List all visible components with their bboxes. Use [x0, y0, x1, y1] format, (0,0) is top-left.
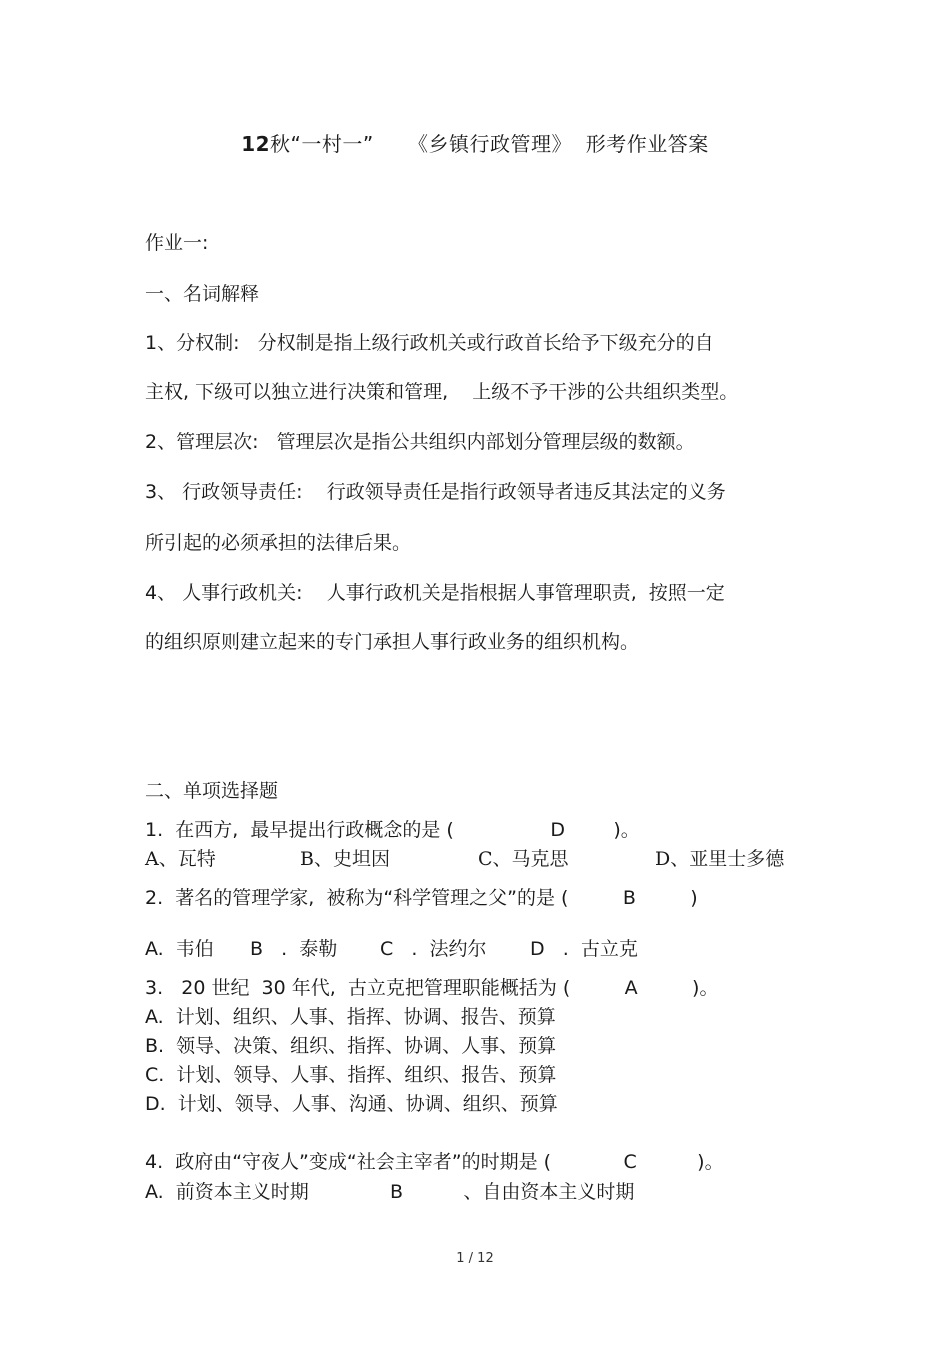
definition-line: 1、分权制: 分权制是指上级行政机关或行政首长给予下级充分的自: [145, 332, 714, 354]
q3-option-d: D. 计划、领导、人事、沟通、协调、组织、预算: [145, 1093, 558, 1115]
definition-line: 的组织原则建立起来的专门承担人事行政业务的组织机构。: [145, 631, 640, 653]
definition-line: 主权, 下级可以独立进行决策和管理, 上级不予干涉的公共组织类型。: [145, 381, 739, 403]
question-4: 4. 政府由“守夜人”变成“社会主宰者”的时期是 ( C )。: [145, 1151, 724, 1173]
definition-line: 所引起的必须承担的法律后果。: [145, 532, 412, 554]
definition-line: 2、管理层次: 管理层次是指公共组织内部划分管理层级的数额。: [145, 431, 695, 453]
title-text: 秋“一村一” 《乡镇行政管理》 形考作业答案: [270, 132, 709, 156]
q2-option-c: C . 法约尔: [380, 938, 487, 960]
part2-heading: 二、单项选择题: [145, 780, 279, 802]
q4-option-a: A. 前资本主义时期: [145, 1181, 309, 1203]
question-2: 2. 著名的管理学家, 被称为“科学管理之父”的是 ( B ): [145, 887, 698, 909]
page-number: 1 / 12: [456, 1251, 494, 1266]
q1-option-d: D、亚里士多德: [655, 848, 785, 870]
question-1: 1. 在西方, 最早提出行政概念的是 ( D )。: [145, 819, 640, 841]
part1-heading: 一、名词解释: [145, 283, 260, 305]
q3-option-a: A. 计划、组织、人事、指挥、协调、报告、预算: [145, 1006, 556, 1028]
q1-option-a: A、瓦特: [145, 848, 216, 870]
definition-line: 4、 人事行政机关: 人事行政机关是指根据人事管理职责, 按照一定: [145, 582, 725, 604]
section-label: 作业一:: [145, 232, 209, 254]
question-3: 3. 20 世纪 30 年代, 古立克把管理职能概括为 ( A )。: [145, 977, 719, 999]
q1-option-c: C、马克思: [478, 848, 569, 870]
q2-option-b: B . 泰勒: [250, 938, 338, 960]
page-title: [0, 128, 950, 157]
q2-option-d: D . 古立克: [530, 938, 638, 960]
q2-option-a: A. 韦伯: [145, 938, 214, 960]
q3-option-b: B. 领导、决策、组织、指挥、协调、人事、预算: [145, 1035, 557, 1057]
q1-option-b: B、史坦因: [300, 848, 390, 870]
q3-option-c: C. 计划、领导、人事、指挥、组织、报告、预算: [145, 1064, 557, 1086]
title-prefix: 12: [241, 132, 271, 156]
q4-option-b: B 、自由资本主义时期: [390, 1181, 635, 1203]
definition-line: 3、 行政领导责任: 行政领导责任是指行政领导者违反其法定的义务: [145, 481, 726, 503]
